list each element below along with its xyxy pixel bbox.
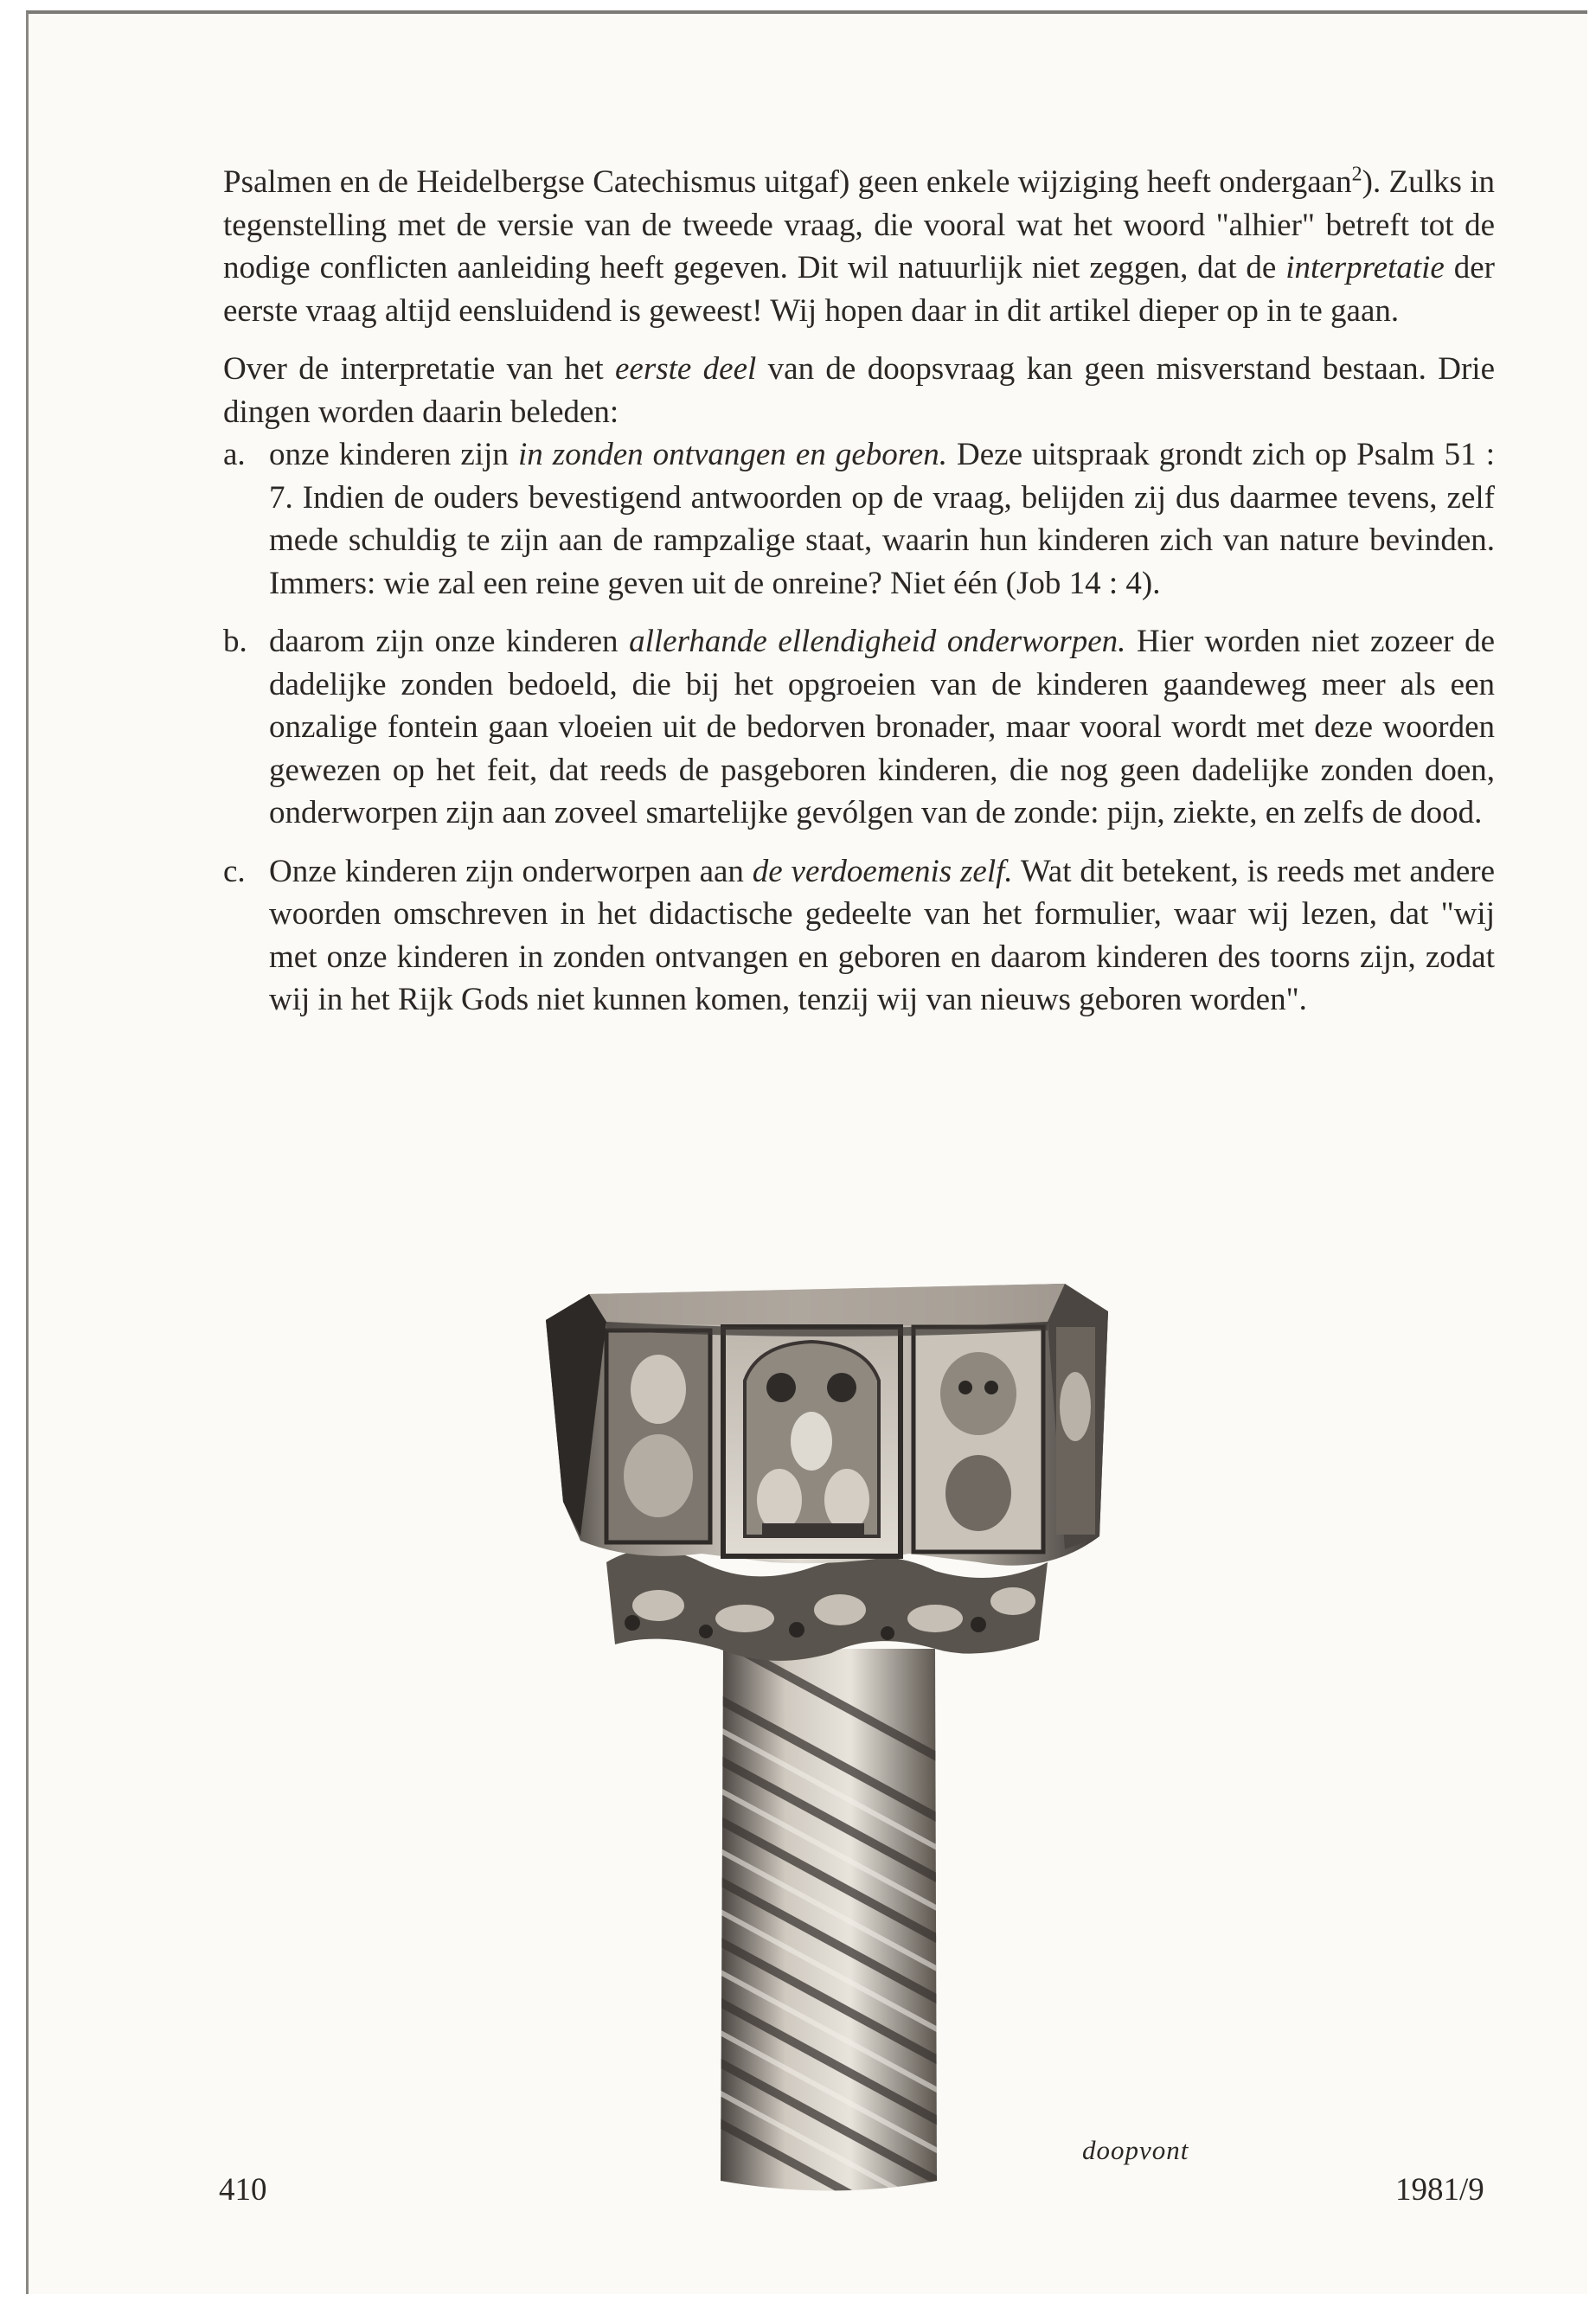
list-marker: a. [223, 437, 246, 472]
list-text: daarom zijn onze kinderen [269, 624, 630, 659]
article-body [223, 161, 1495, 1022]
list-marker: c. [223, 853, 246, 889]
second-paragraph [223, 348, 1495, 433]
list-item-c [223, 850, 1495, 1022]
page-number: 410 [219, 2172, 267, 2208]
baptismal-font-photo [529, 1277, 1125, 2202]
issue-number: 1981/9 [1395, 2172, 1484, 2208]
list-emphasis: in zonden ontvangen en geboren. [517, 437, 947, 472]
intro-text-1: Psalmen en de Heidelbergse Catechismus uitgaf) geen enkele wijziging heeft ondergaan [223, 164, 1352, 200]
list-text: Onze kinderen zijn onderworpen aan [269, 853, 753, 889]
list-text: onze kinderen zijn [269, 437, 518, 472]
list-text: Wat dit betekent, is reeds met andere woorden omschreven in het didactische gedeelte van het formulier, waar wij lezen, dat "wij met onze kinderen in zonden ontvangen en geboren en daarom kinderen des toorns zijn, zodat wij in het Rijk Gods niet kunnen komen, tenzij wij van nieuws geboren worden". [269, 853, 1495, 1017]
second-text-1: Over de interpretatie van het [223, 351, 615, 387]
intro-text-2: ). Zulks in tegenstelling met de versie van de tweede vraag, die vooral wat het woord "alhier" betreft tot de nodige conflicten aanleiding heeft gegeven. Dit wil natuurlijk niet zeggen, dat de [223, 164, 1495, 285]
list-text: Deze uitspraak grondt zich op Psalm 51 : 7. Indien de ouders bevestigend antwoorden op de vraag, belijden zij dus daarmee tevens, zelf mede schuldig te zijn aan de rampzalige staat, waarin hun kinderen zich van nature bevinden. Immers: wie zal een reine geven uit de onreine? Niet één (Job 14 : 4). [269, 437, 1495, 601]
second-text-2: van de doopsvraag kan geen misverstand bestaan. Drie dingen worden daarin beleden: [223, 351, 1495, 430]
list-marker: b. [223, 624, 247, 659]
list-item-b [223, 620, 1495, 835]
baptismal-font-illustration [529, 1277, 1125, 2202]
scanned-page [26, 10, 1587, 2294]
footnote-ref: 2 [1351, 163, 1362, 186]
list-item-a [223, 433, 1495, 605]
second-emphasis: eerste deel [614, 351, 757, 387]
intro-paragraph [223, 161, 1495, 332]
list-emphasis: allerhande ellendigheid onderworpen. [629, 624, 1126, 659]
list-emphasis: de verdoemenis zelf. [752, 853, 1013, 889]
confession-list [223, 433, 1495, 1022]
intro-emphasis: interpretatie [1285, 250, 1445, 285]
figure-caption: doopvont [1082, 2135, 1189, 2165]
intro-text-3: der eerste vraag altijd eensluidend is geweest! Wij hopen daar in dit artikel dieper op in te gaan. [223, 250, 1496, 329]
list-text: Hier worden niet zozeer de dadelijke zonden bedoeld, die bij het opgroeien van de kinderen gaandeweg meer als een onzalige fontein gaan vloeien uit de bedorven bronader, maar vooral wordt met deze woorden gewezen op het feit, dat reeds de pasgeboren kinderen, die nog geen dadelijke zonden doen, onderworpen zijn aan zoveel smartelijke gevólgen van de zonde: pijn, ziekte, en zelfs de dood. [269, 624, 1496, 830]
